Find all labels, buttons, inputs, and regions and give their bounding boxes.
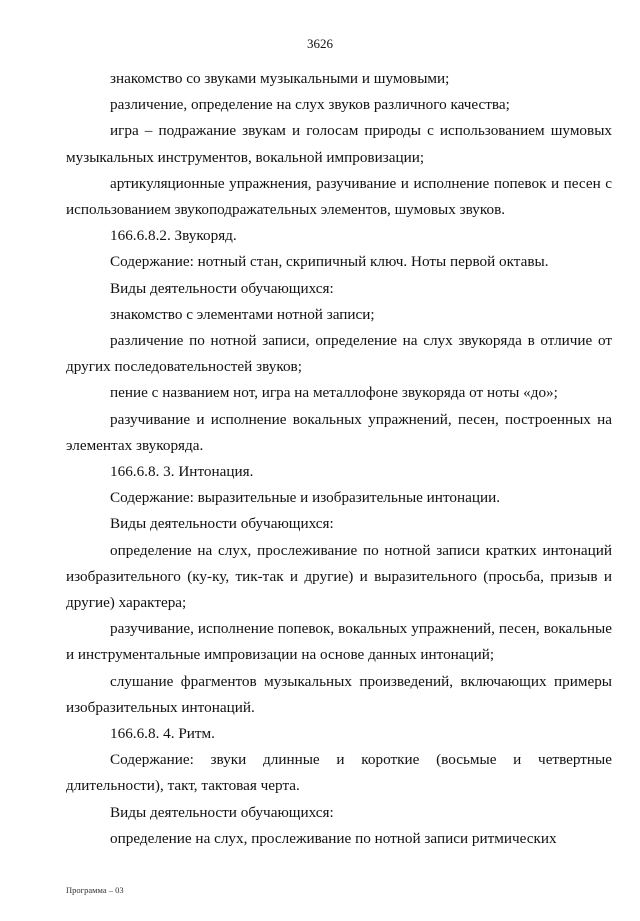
paragraph: различение по нотной записи, определение на слух звукоряда в отличие от других последовательностей звуков;: [66, 332, 612, 376]
page-number: 3626: [307, 36, 333, 51]
paragraph: игра – подражание звукам и голосам природы с использованием шумовых музыкальных инструментов, вокальной импровизации;: [66, 122, 612, 166]
paragraph: Виды деятельности обучающихся:: [110, 279, 334, 297]
paragraph: слушание фрагментов музыкальных произведений, включающих примеры изобразительных интонаций.: [66, 672, 612, 716]
paragraph: Виды деятельности обучающихся:: [110, 803, 334, 821]
paragraph: Виды деятельности обучающихся:: [110, 515, 334, 533]
paragraph: определение на слух, прослеживание по нотной записи ритмических: [110, 829, 557, 847]
section-heading: 166.6.8. 4. Ритм.: [110, 725, 215, 743]
section-heading: 166.6.8. 3. Интонация.: [110, 463, 254, 481]
paragraph: Содержание: звуки длинные и короткие (восьмые и четвертные длительности), такт, тактовая черта.: [66, 751, 612, 795]
paragraph: знакомство с элементами нотной записи;: [110, 305, 375, 323]
page-footer: Программа – 03: [66, 885, 124, 895]
paragraph: Содержание: нотный стан, скрипичный ключ. Ноты первой октавы.: [110, 253, 549, 271]
section-heading: 166.6.8.2. Звукоряд.: [110, 227, 237, 245]
paragraph: знакомство со звуками музыкальными и шумовыми;: [110, 70, 450, 87]
paragraph: пение с названием нот, игра на металлофоне звукоряда от ноты «до»;: [110, 384, 558, 402]
paragraph: разучивание и исполнение вокальных упражнений, песен, построенных на элементах звукоряда.: [66, 410, 612, 454]
paragraph: артикуляционные упражнения, разучивание и исполнение попевок и песен с использованием звукоподражательных элементов, шумовых звуков.: [66, 174, 612, 219]
page-body: [66, 66, 612, 852]
paragraph: Содержание: выразительные и изобразительные интонации.: [110, 489, 501, 507]
paragraph: разучивание, исполнение попевок, вокальных упражнений, песен, вокальные и инструментальные импровизации на основе данных интонаций;: [66, 620, 612, 664]
paragraph: различение, определение на слух звуков различного качества;: [110, 96, 510, 114]
paragraph: определение на слух, прослеживание по нотной записи кратких интонаций изобразительного (ку-ку, тик-так и другие) и выразительного (просьба, призыв и другие) характера;: [66, 541, 612, 612]
